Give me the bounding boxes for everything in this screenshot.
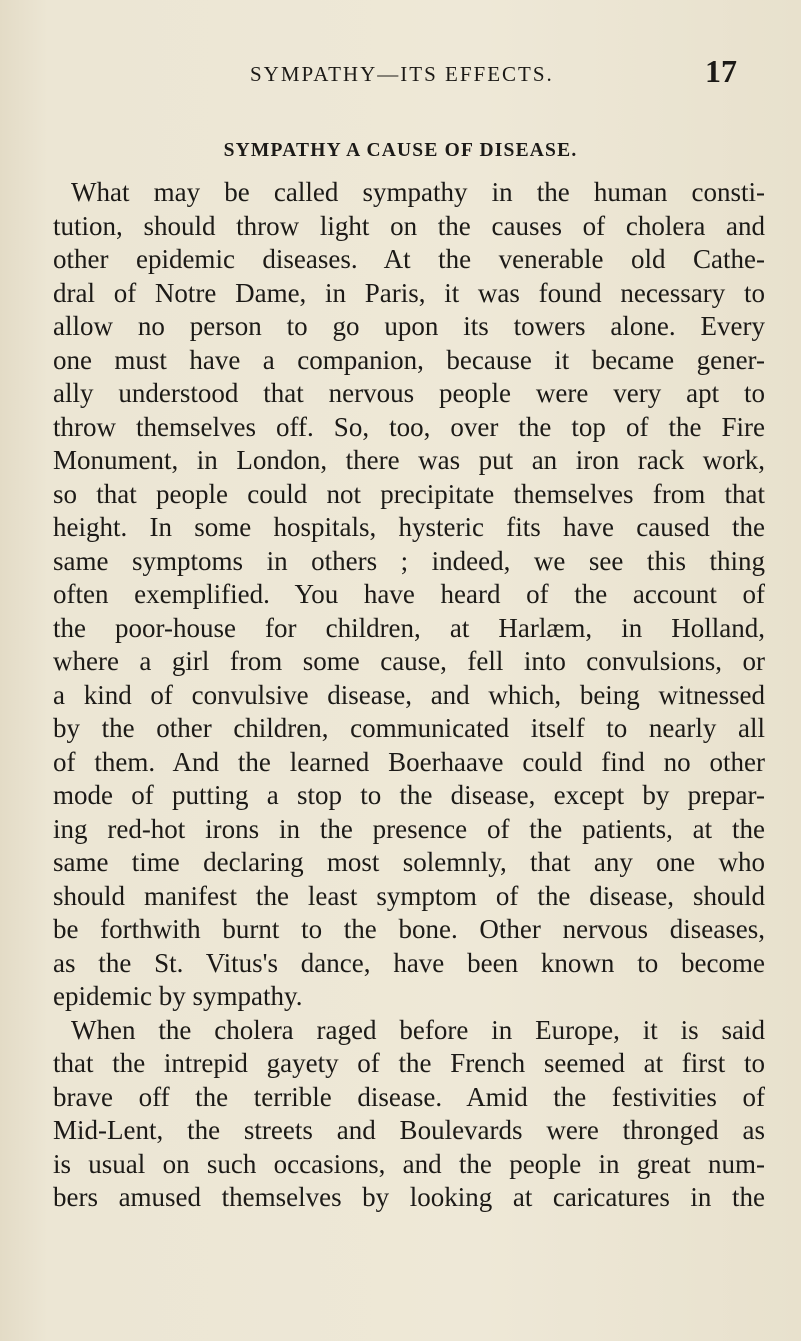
body-text xyxy=(53,176,765,1215)
text-line: throw themselves off. So, too, over the top of the Fire xyxy=(53,411,765,442)
text-line: Monument, in London, there was put an iron rack work, xyxy=(53,445,765,475)
text-line: is usual on such occasions, and the people in great num- xyxy=(53,1148,765,1179)
page-number: 17 xyxy=(705,53,737,89)
text-line: of them. And the learned Boerhaave could find no other xyxy=(53,746,765,777)
text-line: dral of Notre Dame, in Paris, it was found necessary to xyxy=(53,277,765,308)
text-line: same time declaring most solemnly, that any one who xyxy=(53,847,765,877)
text-line: mode of putting a stop to the disease, except by prepar- xyxy=(53,780,765,810)
text-line: ing red-hot irons in the presence of the patients, at the xyxy=(53,813,765,844)
text-line: a kind of convulsive disease, and which, being witnessed xyxy=(53,679,765,710)
text-line: other epidemic diseases. At the venerable old Cathe- xyxy=(53,244,765,274)
text-line: one must have a companion, because it became gener- xyxy=(53,344,765,375)
text-line: ally understood that nervous people were very apt to xyxy=(53,378,765,408)
text-line: so that people could not precipitate themselves from that xyxy=(53,478,765,509)
text-line: same symptoms in others ; indeed, we see this thing xyxy=(53,545,765,576)
text-line: should manifest the least symptom of the disease, should xyxy=(53,880,765,911)
text-line: by the other children, communicated itself to nearly all xyxy=(53,713,765,743)
text-line: often exemplified. You have heard of the account of xyxy=(53,579,765,609)
text-line: be forthwith burnt to the bone. Other nervous diseases, xyxy=(53,914,765,944)
text-line: where a girl from some cause, fell into convulsions, or xyxy=(53,646,765,676)
text-line: as the St. Vitus's dance, have been known to become xyxy=(53,947,765,978)
running-head: SYMPATHY—ITS EFFECTS. xyxy=(250,62,554,86)
section-title: SYMPATHY A CAUSE OF DISEASE. xyxy=(223,140,578,161)
text-line: allow no person to go upon its towers alone. Every xyxy=(53,311,765,341)
text-line: What may be called sympathy in the human consti- xyxy=(71,177,765,207)
text-line: bers amused themselves by looking at caricatures in the xyxy=(53,1182,765,1212)
text-line: tution, should throw light on the causes of cholera and xyxy=(53,210,765,241)
text-line: When the cholera raged before in Europe, it is said xyxy=(71,1014,765,1045)
text-line: brave off the terrible disease. Amid the festivities of xyxy=(53,1081,765,1112)
text-line: epidemic by sympathy. xyxy=(53,981,303,1011)
text-line: the poor-house for children, at Harlæm, in Holland, xyxy=(53,612,765,643)
text-line: height. In some hospitals, hysteric fits have caused the xyxy=(53,512,765,542)
text-line: Mid-Lent, the streets and Boulevards were thronged as xyxy=(53,1115,765,1145)
text-line: that the intrepid gayety of the French seemed at first to xyxy=(53,1048,765,1078)
